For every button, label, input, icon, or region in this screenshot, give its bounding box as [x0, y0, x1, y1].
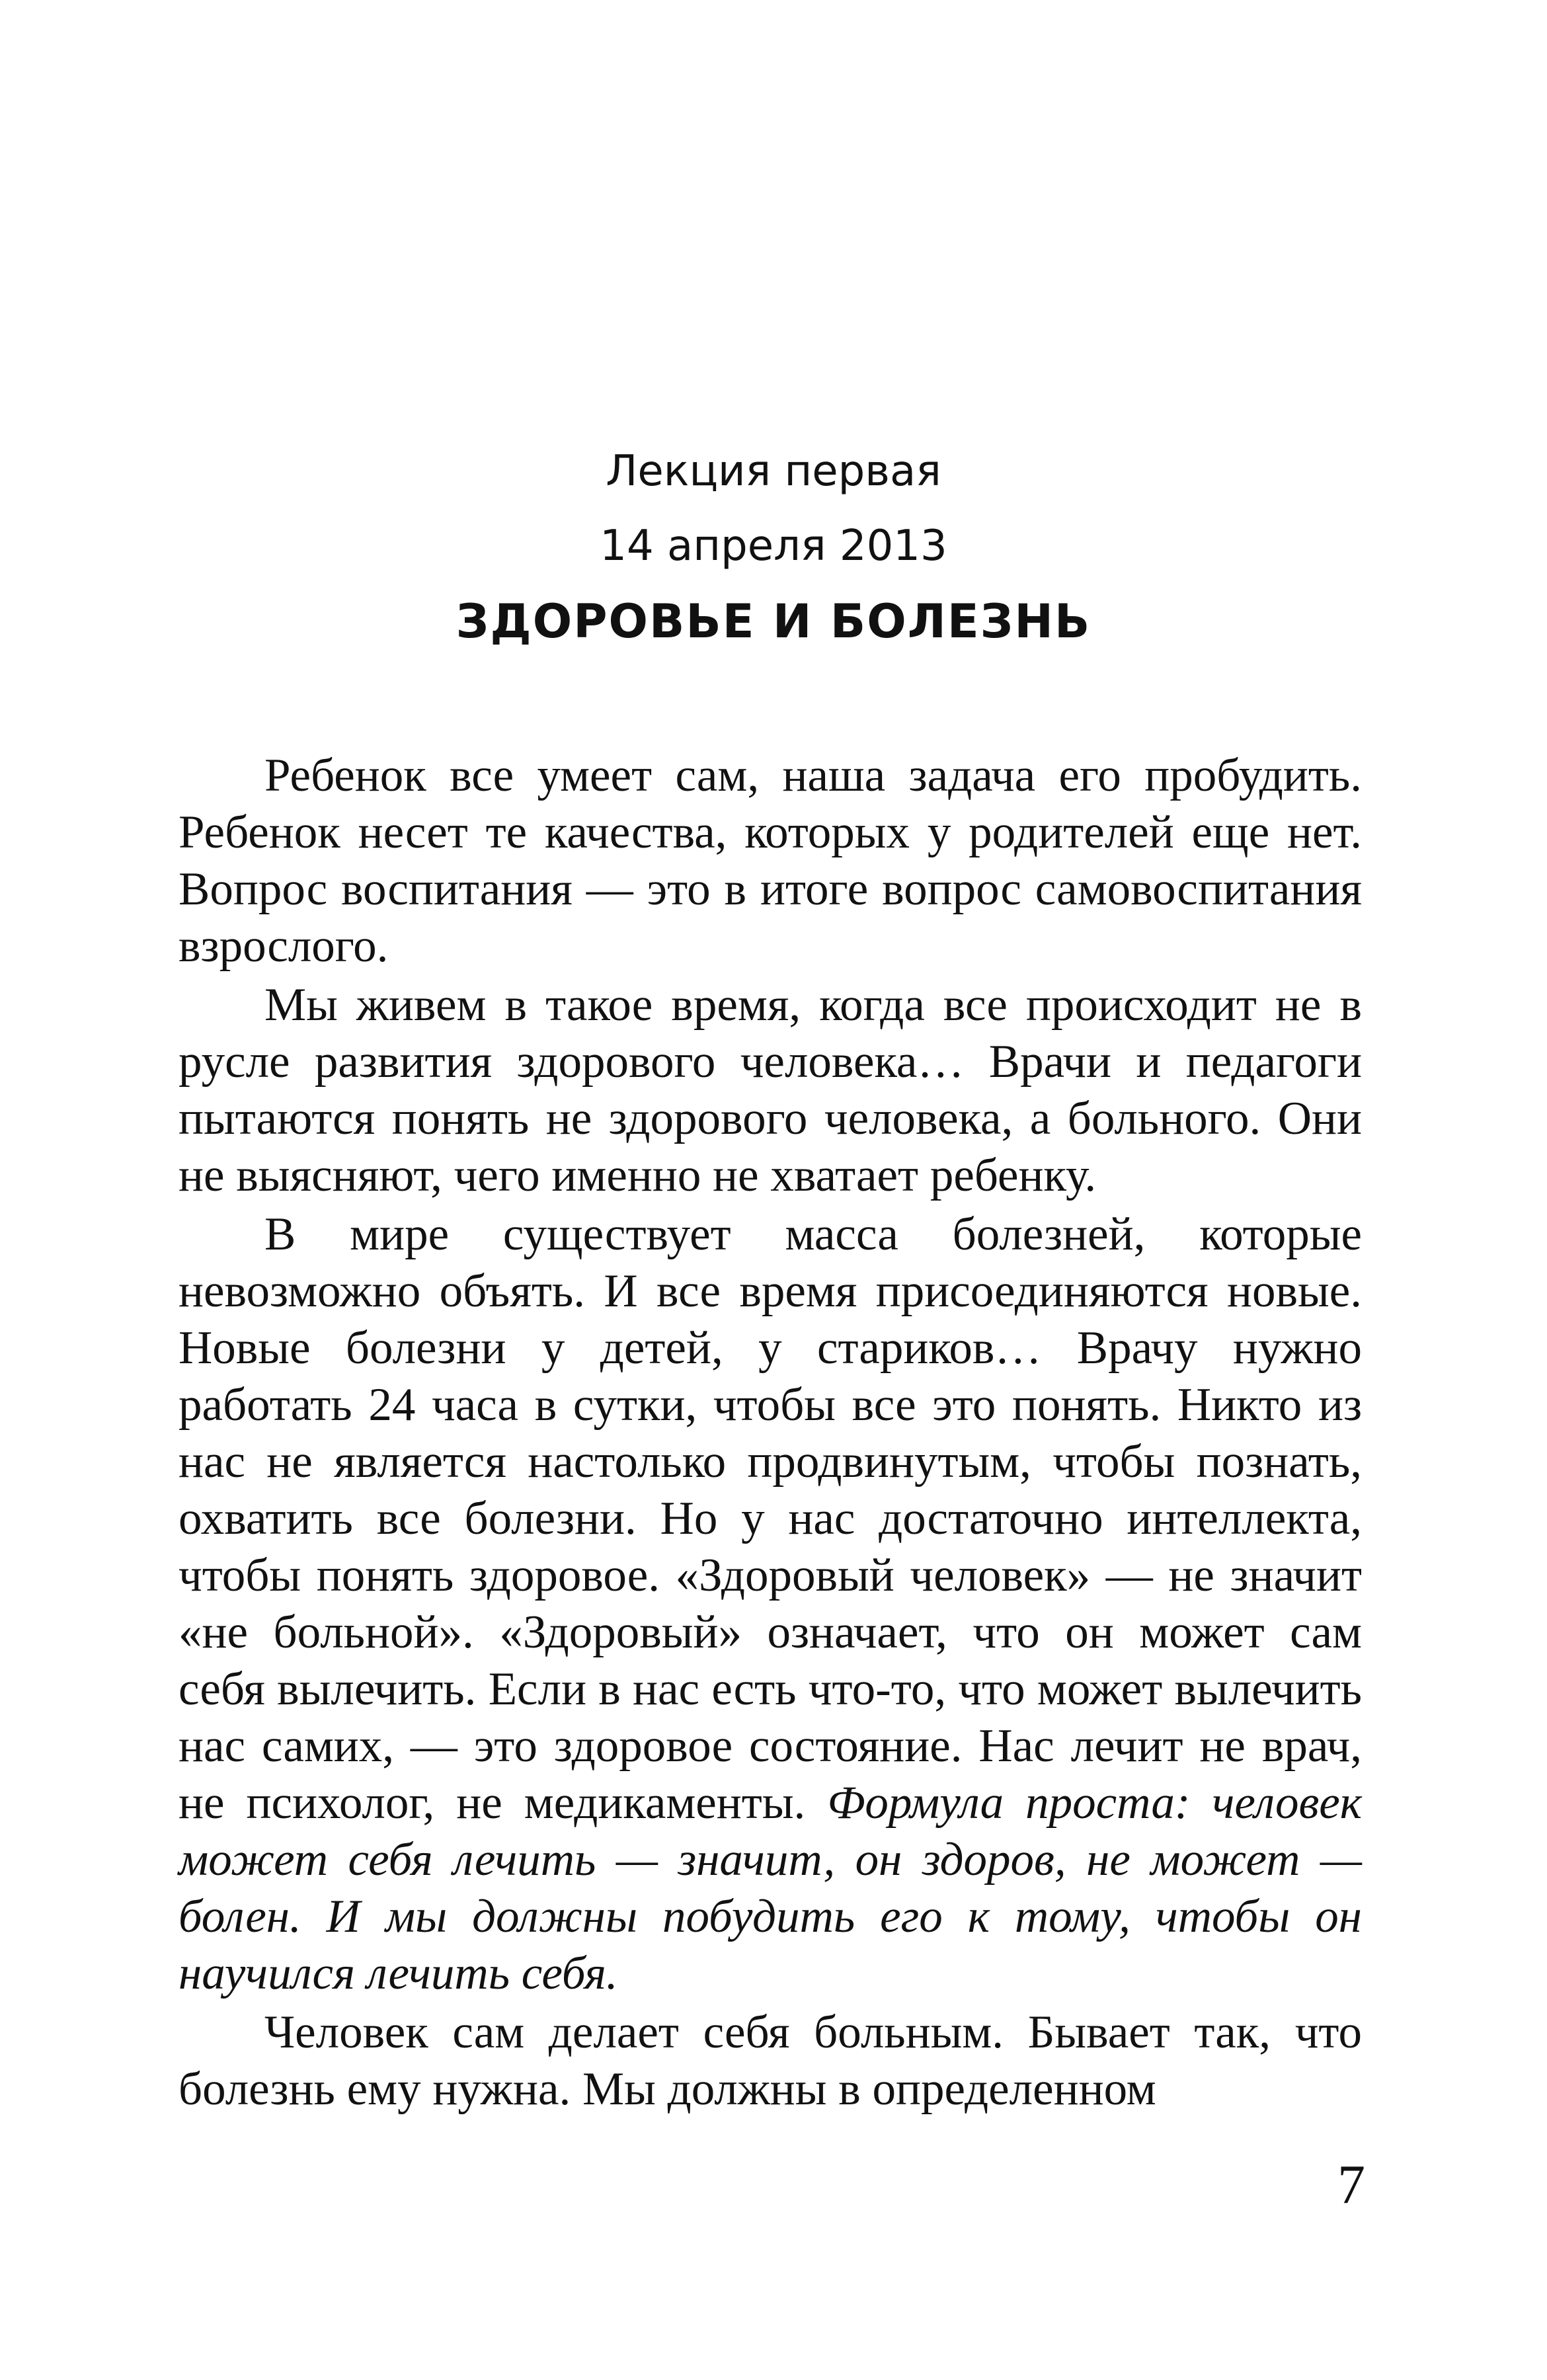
- paragraph-3-text: В мире существует масса болезней, которые невозможно объять. И все время присоединяются новые. Новые болезни у детей, у стариков… Врачу нужно работать 24 часа в сутки, чтобы все это понять. Никто из нас не является настолько продвинутым, чтобы познать, охватить все болезни. Но у нас достаточно интеллекта, чтобы понять здоровое. «Здоровый человек» — не значит «не больной». «Здоровый» означает, что он может сам себя вылечить. Если в нас есть что-то, что может вылечить нас самих, — это здоровое состояние. Нас лечит не врач, не психолог, не медикаменты.: [178, 1209, 1362, 1829]
- paragraph-3-italic: Формула проста: человек может себя лечить — значит, он здоров, не может — болен. И мы должны побудить его к тому, чтобы он научился лечить себя.: [178, 1777, 1362, 1999]
- page-number: 7: [1337, 2154, 1365, 2215]
- paragraph-4-text: Человек сам делает себя больным. Бывает так, что болезнь ему нужна. Мы должны в определенном: [178, 2006, 1362, 2115]
- paragraph-3: [178, 1206, 1362, 2002]
- paragraph-4: [178, 2004, 1362, 2118]
- chapter-kicker: Лекция первая: [606, 447, 941, 496]
- paragraph-2: [178, 976, 1362, 1204]
- chapter-title: ЗДОРОВЬЕ И БОЛЕЗНЬ: [456, 594, 1091, 649]
- paragraph-1: [178, 747, 1362, 974]
- paragraph-1-text: Ребенок все умеет сам, наша задача его пробудить. Ребенок несет те качества, которых у родителей еще нет. Вопрос воспитания — это в итоге вопрос самовоспитания взрослого.: [178, 750, 1362, 972]
- paragraph-2-text: Мы живем в такое время, когда все происходит не в русле развития здорового человека… Врачи и педагоги пытаются понять не здорового человека, а больного. Они не выясняют, чего именно не хватает ребенку.: [178, 979, 1362, 1201]
- chapter-date: 14 апреля 2013: [600, 522, 947, 571]
- body-text: [178, 747, 1362, 2120]
